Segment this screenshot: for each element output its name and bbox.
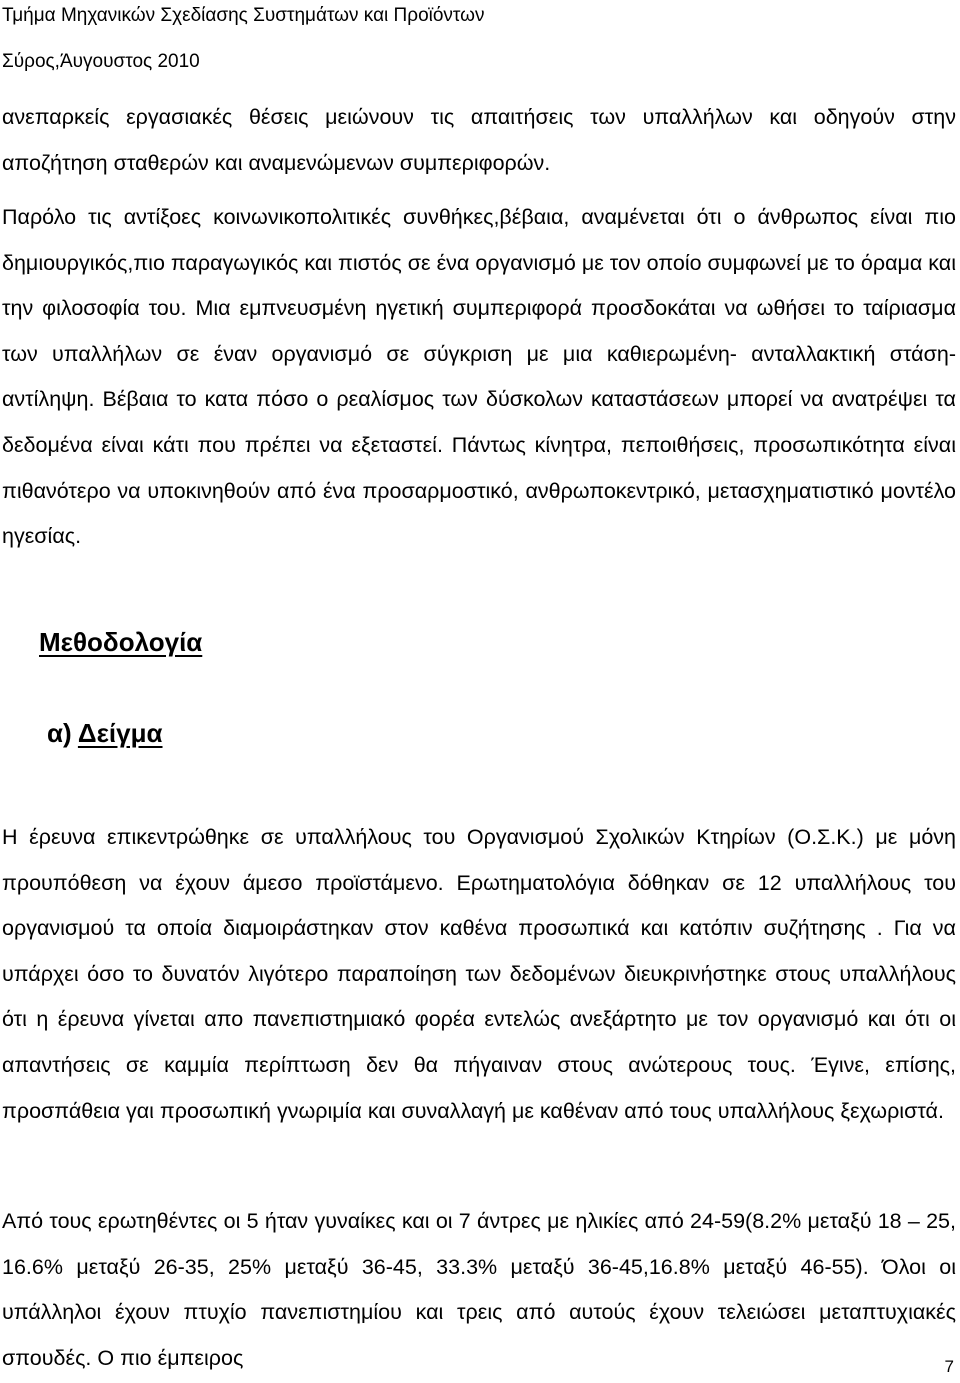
header-place-date: Σύρος,Άυγουστος 2010	[2, 51, 200, 72]
body-paragraph-4: Από τους ερωτηθέντες οι 5 ήταν γυναίκες και οι 7 άντρες με ηλικίες από 24-59(8.2% μεταξύ 18 – 25, 16.6% μεταξύ 26-35, 25% μεταξύ 36-45, 33.3% μεταξύ 36-45,16.8% μεταξύ 46-55). Όλοι οι υπάλληλοι έχουν πτυχίο πανεπιστημίου και τρεις από αυτούς έχουν τελειώσει μεταπτυχιακές σπουδές. Ο πιο έμπειρος	[2, 1209, 956, 1370]
body-paragraph-2: Παρόλο τις αντίξοες κοινωνικοπολιτικές συνθήκες,βέβαια, αναμένεται ότι ο άνθρωπος είναι πιο δημιουργικός,πιο παραγωγικός και πιστός σε ένα οργανισμό με τον οποίο συμφωνεί με το όραμα και την φιλοσοφία του. Μια εμπνευσμένη ηγετική συμπεριφορά προσδοκάται να ωθήσει το ταίριασμα των υπαλλήλων σε έναν οργανισμό σε σύγκριση με μια καθιερωμένη- ανταλλακτική στάση-αντίληψη. Βέβαια το κατα πόσο ο ρεαλίσμος των δύσκολων καταστάσεων μπορεί να ανατρέψει τα δεδομένα είναι κάτι που πρέπει να εξεταστεί. Πάντως κίνητρα, πεποιθήσεις, προσωπικότητα είναι πιθανότερο να υποκινηθούν από ένα προσαρμοστικό, ανθρωποκεντρικό, μετασχηματιστικό μοντέλο ηγεσίας.	[2, 205, 956, 549]
subsection-heading-sample	[47, 717, 163, 749]
header-department-title: Τμήμα Μηχανικών Σχεδίασης Συστημάτων και Προϊόντων	[2, 5, 485, 26]
body-paragraph-3: Η έρευνα επικεντρώθηκε σε υπαλλήλους του Οργανισμού Σχολικών Κτηρίων (Ο.Σ.Κ.) με μόνη προυπόθεση να έχουν άμεσο προϊστάμενο. Ερωτηματολόγια δόθηκαν σε 12 υπαλλήλους του οργανισμού τα οποία διαμοιράστηκαν στον καθένα προσωπικά και κατόπιν συζήτησης . Για να υπάρχει όσο το δυνατόν λιγότερο παραποίηση των δεδομένων διευκρινήστηκε στους υπαλλήλους ότι η έρευνα γίνεται απο πανεπιστημιακό φορέα εντελώς ανεξάρτητο με τον οργανισμό και ότι οι απαντήσεις σε καμμία περίπτωση δεν θα πήγαιναν στους ανώτερους τους. Έγινε, επίσης, προσπάθεια γαι προσωπική γνωριμία και συναλλαγή με καθέναν από τους υπαλλήλους ξεχωριστά.	[2, 825, 956, 1123]
section-heading-methodology: Μεθοδολογία	[39, 627, 203, 657]
subsection-heading-title: Δείγμα	[77, 718, 163, 748]
page-number: 7	[944, 1357, 954, 1376]
subsection-heading-prefix: α)	[47, 718, 78, 748]
body-paragraph-1: ανεπαρκείς εργασιακές θέσεις μειώνουν τις απαιτήσεις των υπαλλήλων και οδηγούν στην αποζήτηση σταθερών και αναμενώμενων συμπεριφορών.	[2, 105, 956, 175]
